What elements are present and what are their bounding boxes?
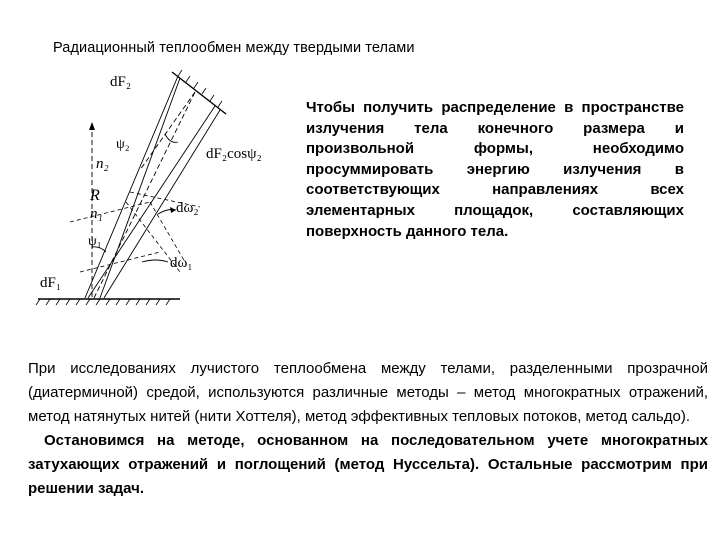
label-psi1: ψ₁ [88,234,102,249]
radiation-exchange-diagram [30,62,300,312]
surface-df2 [172,70,226,114]
label-df2: dF₂ [110,74,132,90]
label-domega2: dω₂ [176,200,199,216]
methods-paragraph: При исследованиях лучистого теплообмена между телами, разделенными прозрачной (диатермичной) средой, используются различные методы – метод многократных отражений, метод натянутых нитей (нити Хоттеля), метод эффективных тепловых потоков, метод сальдо). [28,360,708,425]
domega1-arc [142,260,168,262]
label-df2cos: dF₂cosψ₂ [206,146,262,162]
label-domega1: dω₁ [170,255,193,271]
label-n2: n₂ [96,156,109,172]
label-psi2: ψ₂ [116,137,130,152]
label-df1: dF₁ [40,275,62,291]
normal-n2 [140,92,195,170]
arrow-head [89,122,95,130]
methods-text-block [28,357,708,501]
slide-title: Радиационный теплообмен между твердыми телами [53,40,415,56]
radiation-beam [85,76,220,298]
nusselt-method-paragraph: Остановимся на методе, основанном на последовательном учете многократных затухающих отражений и поглощений (метод Нуссельта). Остальные рассмотрим при решении задач. [28,432,708,497]
summation-paragraph: Чтобы получить распределение в пространстве излучения тела конечного размера и произвольной формы, необходимо просуммировать энергию излучения в соответствующих направлениях всех элементарных площадок, составляющих поверхность данного тела. [306,99,684,240]
angle-psi2-arc [165,134,178,142]
surface-df1 [36,299,180,305]
label-n1: n₁ [90,206,103,222]
label-r: R [90,187,100,204]
